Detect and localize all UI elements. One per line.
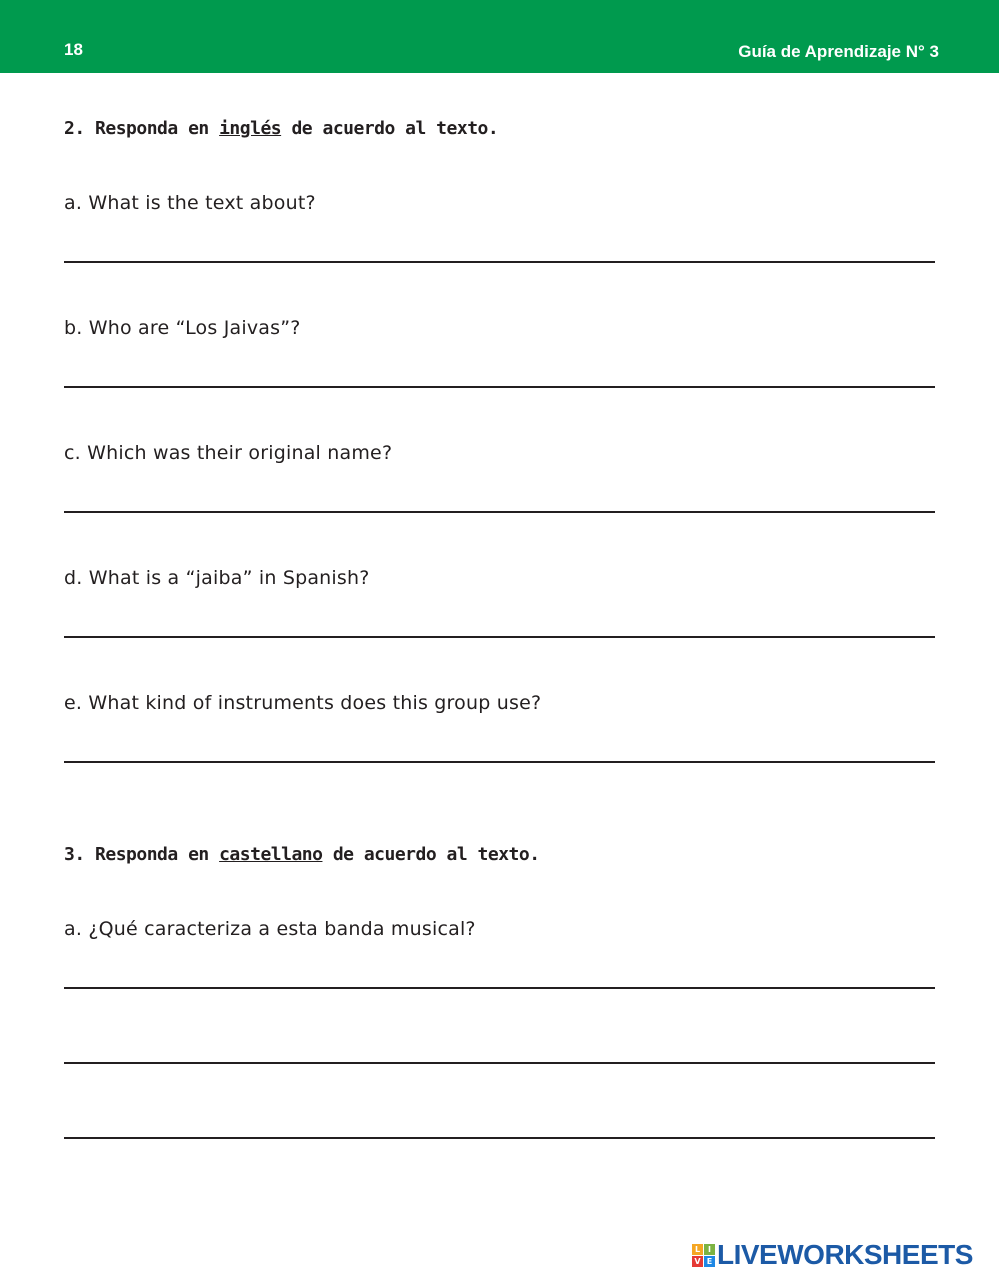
liveworksheets-logo bbox=[692, 1238, 973, 1272]
question-2a bbox=[64, 192, 316, 214]
answer-line-2c[interactable] bbox=[64, 511, 935, 513]
question-letter: b. bbox=[64, 317, 83, 339]
answer-line-3a-2[interactable] bbox=[64, 1062, 935, 1064]
section-number: 3. bbox=[64, 844, 85, 865]
question-text: ¿Qué caracteriza a esta banda musical? bbox=[88, 918, 476, 940]
question-letter: c. bbox=[64, 442, 81, 464]
answer-line-2b[interactable] bbox=[64, 386, 935, 388]
page-number: 18 bbox=[64, 40, 83, 59]
guide-title: Guía de Aprendizaje N° 3 bbox=[738, 42, 939, 61]
answer-line-2e[interactable] bbox=[64, 761, 935, 763]
question-3a bbox=[64, 918, 476, 940]
liveworksheets-wordmark: LIVEWORKSHEETS bbox=[717, 1239, 973, 1270]
answer-line-2d[interactable] bbox=[64, 636, 935, 638]
heading-prefix: Responda en bbox=[95, 844, 209, 865]
heading-suffix: de acuerdo al texto. bbox=[291, 118, 499, 139]
heading-emphasis: inglés bbox=[219, 118, 282, 139]
question-2d bbox=[64, 567, 370, 589]
logo-letter-l: L bbox=[692, 1244, 703, 1255]
question-text: What kind of instruments does this group use? bbox=[88, 692, 542, 714]
question-letter: a. bbox=[64, 192, 83, 214]
question-letter: a. bbox=[64, 918, 83, 940]
liveworksheets-icon bbox=[692, 1244, 715, 1267]
heading-prefix: Responda en bbox=[95, 118, 209, 139]
question-letter: e. bbox=[64, 692, 83, 714]
answer-line-3a-1[interactable] bbox=[64, 987, 935, 989]
question-2b bbox=[64, 317, 301, 339]
question-2c bbox=[64, 442, 392, 464]
question-text: Who are “Los Jaivas”? bbox=[88, 317, 301, 339]
question-letter: d. bbox=[64, 567, 83, 589]
section-number: 2. bbox=[64, 118, 85, 139]
heading-emphasis: castellano bbox=[219, 844, 323, 865]
question-text: What is the text about? bbox=[88, 192, 316, 214]
question-text: Which was their original name? bbox=[87, 442, 393, 464]
answer-line-2a[interactable] bbox=[64, 261, 935, 263]
question-2e bbox=[64, 692, 541, 714]
question-text: What is a “jaiba” in Spanish? bbox=[88, 567, 370, 589]
page-header bbox=[0, 0, 999, 73]
logo-letter-v: V bbox=[692, 1256, 703, 1267]
logo-letter-i: I bbox=[704, 1244, 715, 1255]
section-3-heading bbox=[64, 844, 540, 865]
heading-suffix: de acuerdo al texto. bbox=[332, 844, 540, 865]
section-2-heading bbox=[64, 118, 498, 139]
logo-letter-e: E bbox=[704, 1256, 715, 1267]
answer-line-3a-3[interactable] bbox=[64, 1137, 935, 1139]
